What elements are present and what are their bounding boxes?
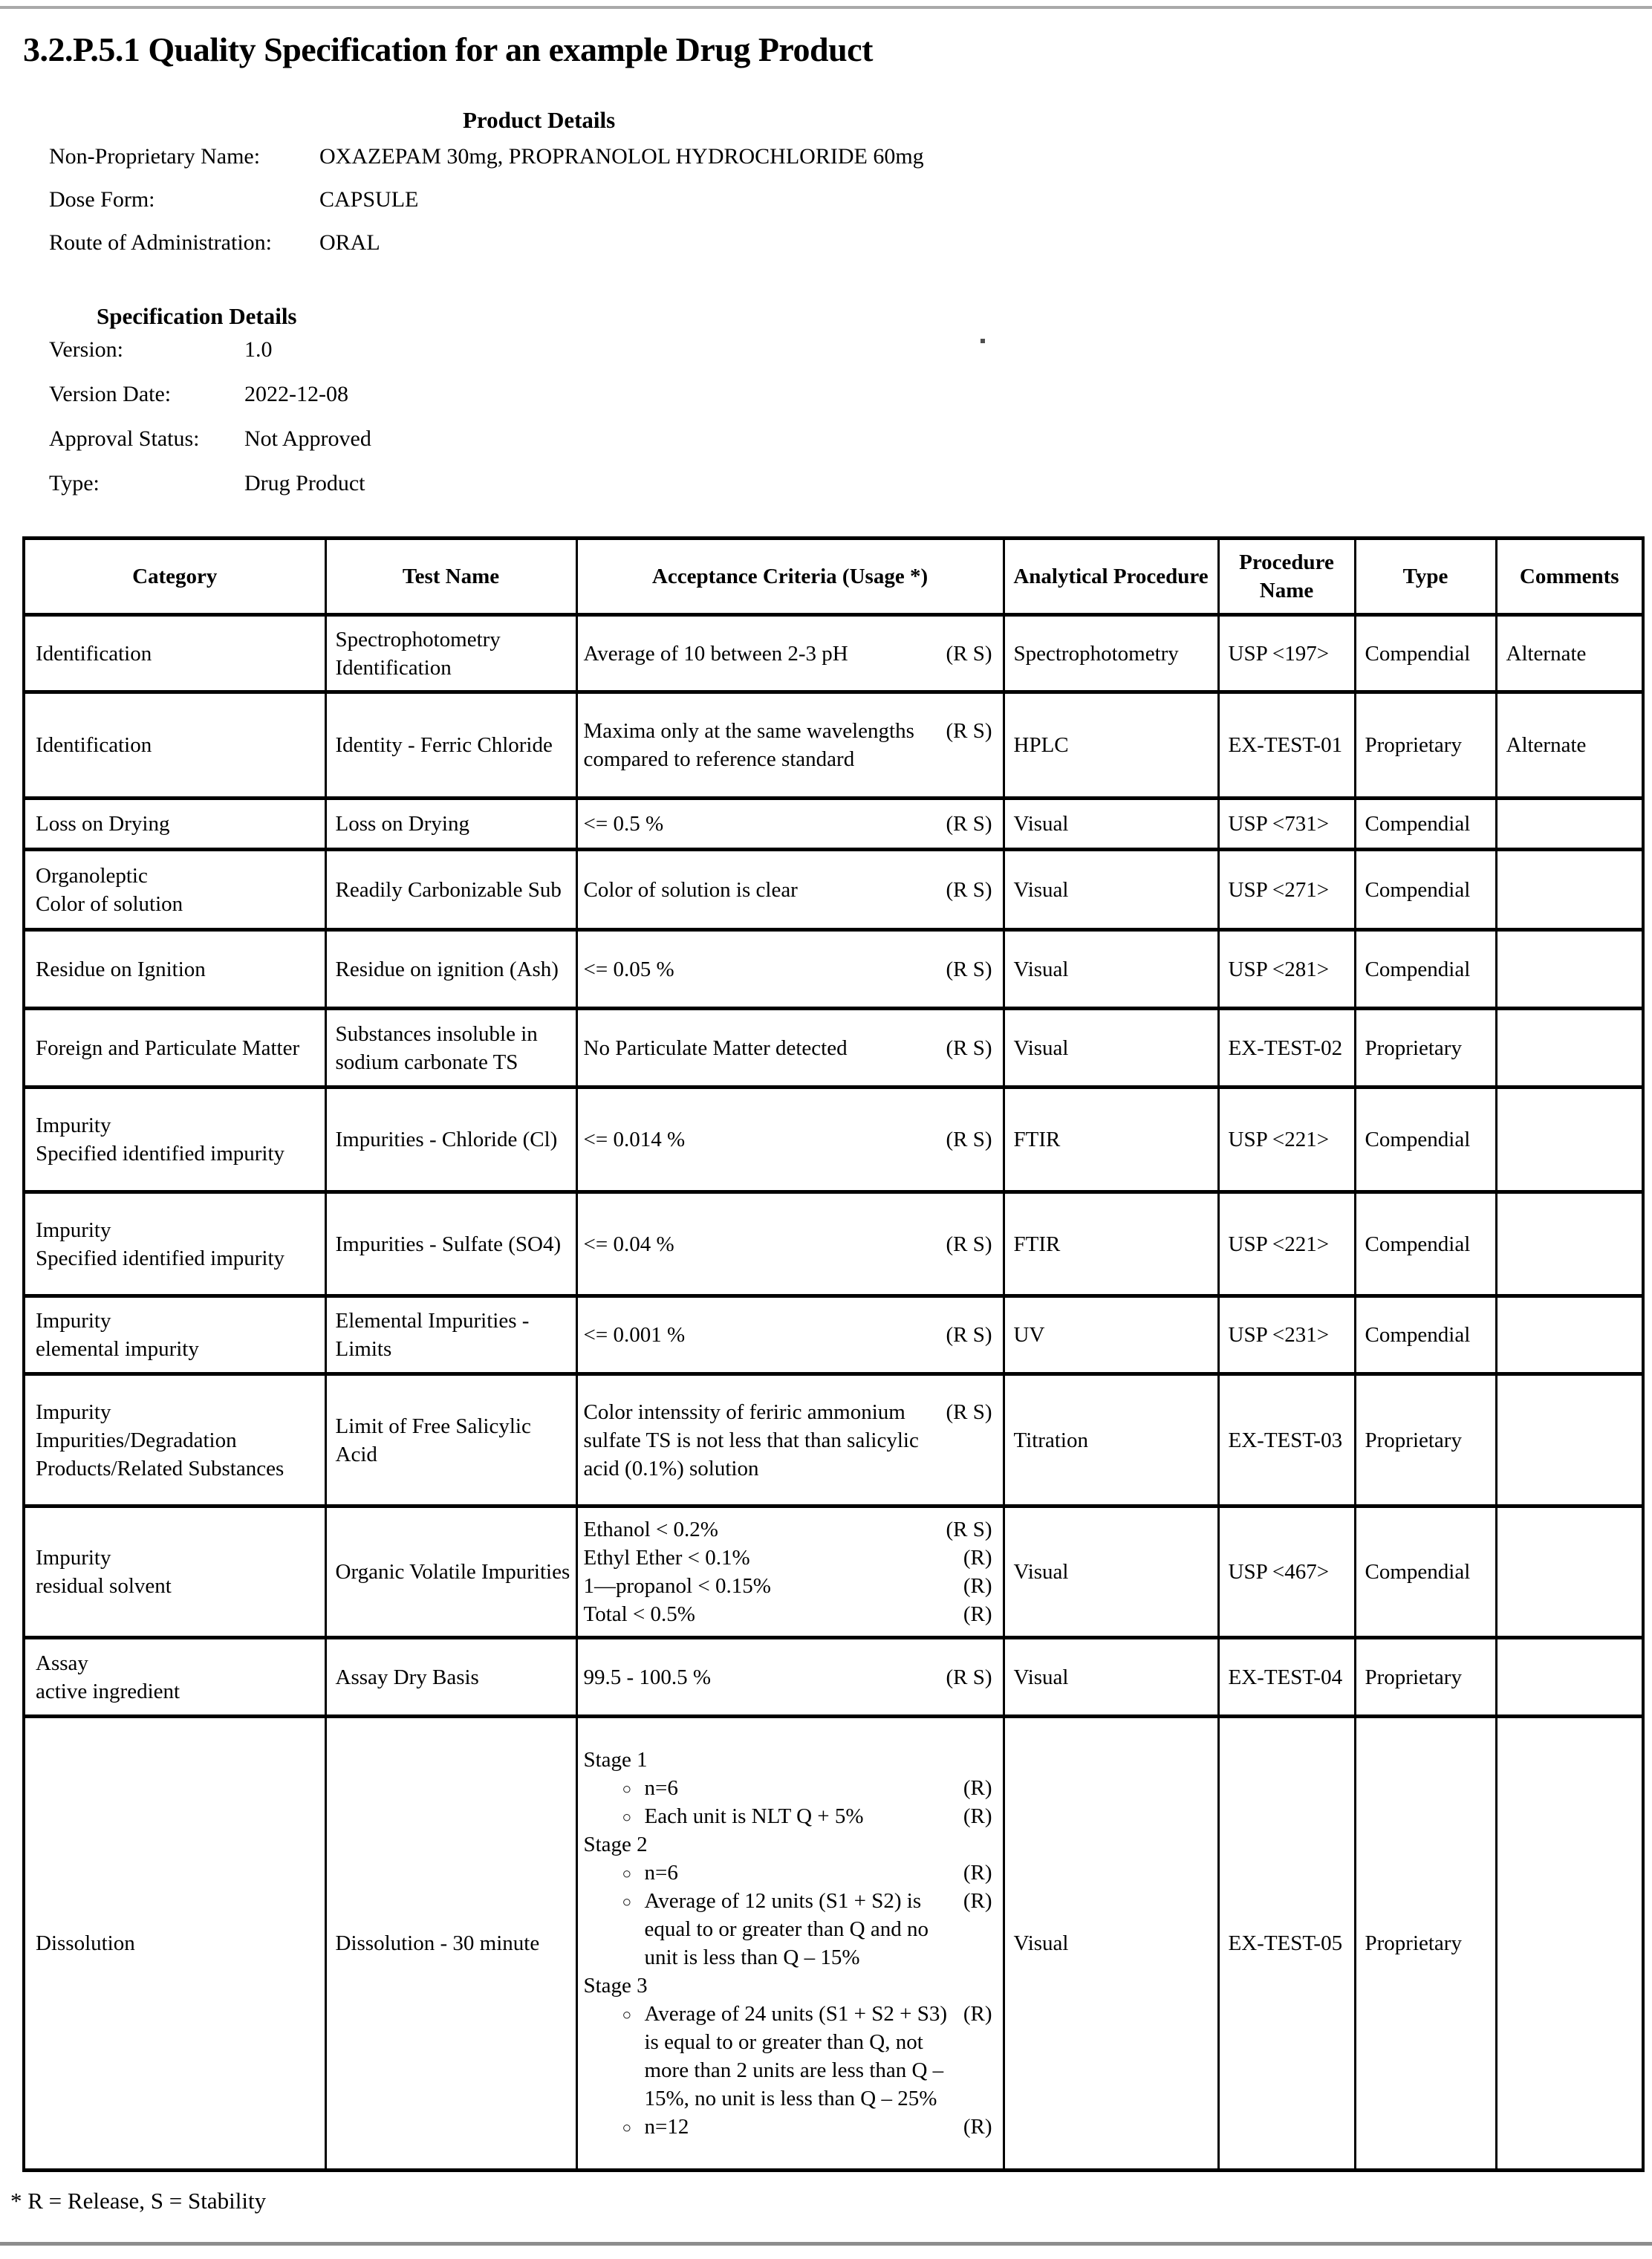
category-line: Color of solution	[36, 891, 183, 916]
cell-analytical-procedure: HPLC	[1004, 692, 1218, 799]
usage-tag: (R S)	[946, 877, 992, 902]
usage-tag: (R S)	[946, 812, 992, 836]
criteria-text: <= 0.04 %	[583, 1232, 674, 1256]
cell-test-name: Limit of Free Salicylic Acid	[325, 1374, 576, 1506]
criteria-text: Stage 1	[583, 1748, 648, 1772]
cell-category	[24, 1009, 325, 1088]
cell-analytical-procedure: FTIR	[1004, 1192, 1218, 1296]
cell-acceptance-criteria	[576, 1638, 1004, 1717]
field-label: Version:	[49, 337, 123, 362]
category-line: Impurity	[36, 1400, 111, 1424]
criteria-line	[584, 1321, 992, 1349]
usage-tag: (R)	[963, 1776, 992, 1800]
specification-table-wrap	[22, 536, 1642, 2172]
field-label: Approval Status:	[49, 426, 200, 451]
table-row	[24, 1192, 1643, 1296]
field-value: 1.0	[244, 337, 273, 362]
category-line: Specified identified impurity	[36, 1246, 285, 1270]
cell-comments	[1496, 930, 1643, 1009]
cell-comments: Alternate	[1496, 615, 1643, 692]
cell-category	[24, 930, 325, 1009]
field-label: Route of Administration:	[49, 230, 272, 255]
usage-footnote: * R = Release, S = Stability	[10, 2188, 267, 2214]
cell-type: Proprietary	[1355, 1717, 1496, 2171]
criteria-bullet-line	[584, 1887, 992, 1972]
cell-test-name: Loss on Drying	[325, 799, 576, 850]
criteria-text: 99.5 - 100.5 %	[583, 1665, 712, 1689]
criteria-text: Ethanol < 0.2%	[583, 1518, 718, 1541]
cell-procedure-name: USP <467>	[1218, 1506, 1355, 1638]
category-line: Identification	[36, 641, 152, 666]
cell-type: Proprietary	[1355, 1374, 1496, 1506]
cell-test-name: Elemental Impurities - Limits	[325, 1296, 576, 1374]
category-line: active ingredient	[36, 1679, 181, 1703]
cell-procedure-name: USP <221>	[1218, 1088, 1355, 1192]
criteria-line	[584, 1663, 992, 1691]
cell-type: Compendial	[1355, 799, 1496, 850]
cell-comments	[1496, 1088, 1643, 1192]
table-row	[24, 1009, 1643, 1088]
cell-analytical-procedure: FTIR	[1004, 1088, 1218, 1192]
cell-procedure-name: EX-TEST-03	[1218, 1374, 1355, 1506]
col-header-analytical-procedure: Analytical Procedure	[1004, 539, 1218, 615]
criteria-line	[584, 1230, 992, 1258]
cell-type: Proprietary	[1355, 1009, 1496, 1088]
cell-test-name: Assay Dry Basis	[325, 1638, 576, 1717]
cell-comments	[1496, 1638, 1643, 1717]
criteria-line	[584, 1600, 992, 1628]
cell-test-name: Identity - Ferric Chloride	[325, 692, 576, 799]
usage-tag: (R S)	[946, 1400, 992, 1424]
field-row	[49, 426, 1630, 470]
cell-procedure-name: EX-TEST-04	[1218, 1638, 1355, 1717]
criteria-text: No Particulate Matter detected	[583, 1036, 848, 1060]
bottom-divider	[0, 2242, 1652, 2246]
criteria-text: Color of solution is clear	[583, 877, 798, 902]
cell-comments	[1496, 1506, 1643, 1638]
cell-comments	[1496, 850, 1643, 930]
usage-tag: (R)	[963, 1602, 992, 1626]
usage-tag: (R S)	[946, 957, 992, 981]
criteria-line	[584, 1125, 992, 1154]
category-line: Identification	[36, 733, 152, 757]
category-line: Organoleptic	[36, 863, 148, 888]
cell-type: Compendial	[1355, 850, 1496, 930]
category-line: elemental impurity	[36, 1337, 199, 1361]
cell-test-name: Substances insoluble in sodium carbonate TS	[325, 1009, 576, 1088]
criteria-line	[584, 717, 992, 773]
specification-details-fields	[49, 337, 1630, 515]
specification-details-heading: Specification Details	[97, 303, 297, 329]
cell-acceptance-criteria	[576, 930, 1004, 1009]
usage-tag: (R S)	[946, 1665, 992, 1689]
cell-procedure-name: USP <271>	[1218, 850, 1355, 930]
criteria-text: ○ Each unit is NLT Q + 5%	[584, 1802, 959, 1830]
cell-category	[24, 850, 325, 930]
ink-speck-artifact	[981, 339, 985, 343]
cell-analytical-procedure: Titration	[1004, 1374, 1218, 1506]
cell-test-name: Spectrophotometry Identification	[325, 615, 576, 692]
criteria-text: <= 0.014 %	[583, 1128, 686, 1151]
cell-category	[24, 615, 325, 692]
field-value: 2022-12-08	[244, 382, 348, 406]
field-value: OXAZEPAM 30mg, PROPRANOLOL HYDROCHLORIDE 60mg	[319, 144, 924, 169]
cell-type: Compendial	[1355, 1296, 1496, 1374]
field-row	[49, 470, 1630, 515]
table-row	[24, 1374, 1643, 1506]
usage-tag: (R S)	[946, 1232, 992, 1256]
top-divider	[0, 6, 1652, 9]
col-header-category: Category	[24, 539, 325, 615]
criteria-line	[584, 1398, 992, 1483]
cell-test-name: Residue on ignition (Ash)	[325, 930, 576, 1009]
table-row	[24, 692, 1643, 799]
category-line: Impurity	[36, 1218, 111, 1242]
cell-test-name: Impurities - Chloride (Cl)	[325, 1088, 576, 1192]
cell-acceptance-criteria	[576, 799, 1004, 850]
cell-category	[24, 1088, 325, 1192]
cell-acceptance-criteria	[576, 1717, 1004, 2171]
cell-acceptance-criteria	[576, 1506, 1004, 1638]
table-row	[24, 799, 1643, 850]
cell-analytical-procedure: Visual	[1004, 930, 1218, 1009]
cell-analytical-procedure: Visual	[1004, 1009, 1218, 1088]
table-row	[24, 615, 1643, 692]
cell-type: Proprietary	[1355, 1638, 1496, 1717]
cell-test-name: Organic Volatile Impurities	[325, 1506, 576, 1638]
cell-analytical-procedure: Visual	[1004, 799, 1218, 850]
category-line: Impurities/Degradation Products/Related Substances	[36, 1428, 284, 1480]
cell-type: Compendial	[1355, 930, 1496, 1009]
category-line: Impurity	[36, 1114, 111, 1137]
field-row	[49, 186, 1630, 230]
field-row	[49, 230, 1630, 273]
cell-comments	[1496, 1296, 1643, 1374]
criteria-line	[584, 640, 992, 668]
col-header-test-name: Test Name	[325, 539, 576, 615]
table-row	[24, 1717, 1643, 2171]
cell-acceptance-criteria	[576, 1296, 1004, 1374]
cell-acceptance-criteria	[576, 1192, 1004, 1296]
field-row	[49, 337, 1630, 381]
criteria-text: Total < 0.5%	[583, 1602, 695, 1626]
criteria-line	[584, 810, 992, 838]
criteria-bullet-line	[584, 1774, 992, 1802]
usage-tag: (R)	[963, 1546, 992, 1570]
usage-tag: (R S)	[946, 1128, 992, 1151]
cell-analytical-procedure: Visual	[1004, 1506, 1218, 1638]
cell-acceptance-criteria	[576, 615, 1004, 692]
field-value: CAPSULE	[319, 187, 419, 212]
table-row	[24, 1088, 1643, 1192]
criteria-bullet-line	[584, 1859, 992, 1887]
cell-procedure-name: EX-TEST-02	[1218, 1009, 1355, 1088]
cell-category	[24, 1296, 325, 1374]
cell-category	[24, 1506, 325, 1638]
cell-type: Compendial	[1355, 1088, 1496, 1192]
col-header-type: Type	[1355, 539, 1496, 615]
cell-comments	[1496, 799, 1643, 850]
category-line: residual solvent	[36, 1574, 172, 1598]
usage-tag: (R S)	[946, 641, 992, 666]
criteria-text: Ethyl Ether < 0.1%	[583, 1546, 750, 1570]
table-header-row	[24, 539, 1643, 615]
field-value: Drug Product	[244, 471, 365, 495]
criteria-line	[584, 1830, 992, 1859]
category-line: Assay	[36, 1651, 88, 1675]
criteria-line	[584, 1544, 992, 1572]
cell-analytical-procedure: UV	[1004, 1296, 1218, 1374]
criteria-text: Stage 2	[583, 1833, 648, 1856]
cell-comments	[1496, 1192, 1643, 1296]
product-details-heading: Product Details	[463, 107, 616, 133]
table-row	[24, 850, 1643, 930]
criteria-line	[584, 1972, 992, 2000]
criteria-line	[584, 1515, 992, 1544]
usage-tag: (R)	[963, 1861, 992, 1885]
category-line: Impurity	[36, 1309, 111, 1333]
usage-tag: (R S)	[946, 1036, 992, 1060]
category-line: Specified identified impurity	[36, 1142, 285, 1166]
table-row	[24, 930, 1643, 1009]
criteria-text: <= 0.001 %	[583, 1323, 686, 1347]
col-header-procedure-name: Procedure Name	[1218, 539, 1355, 615]
criteria-line	[584, 1034, 992, 1062]
usage-tag: (R)	[963, 1574, 992, 1598]
criteria-line	[584, 876, 992, 904]
criteria-text: ○ Average of 24 units (S1 + S2 + S3) is equal to or greater than Q, not more than 2 units are less than Q – 15%, no unit is less than Q – 25%	[584, 2000, 959, 2113]
cell-procedure-name: USP <731>	[1218, 799, 1355, 850]
page-title: 3.2.P.5.1 Quality Specification for an example Drug Product	[23, 30, 873, 68]
cell-type: Compendial	[1355, 1506, 1496, 1638]
field-label: Non-Proprietary Name:	[49, 144, 261, 169]
field-label: Dose Form:	[49, 187, 155, 212]
category-line: Foreign and Particulate Matter	[36, 1036, 300, 1060]
field-value: Not Approved	[244, 426, 371, 451]
cell-comments	[1496, 1009, 1643, 1088]
criteria-text: ○ n=6	[584, 1774, 959, 1802]
cell-test-name: Readily Carbonizable Sub	[325, 850, 576, 930]
cell-type: Proprietary	[1355, 692, 1496, 799]
usage-tag: (R)	[963, 1889, 992, 1913]
usage-tag: (R S)	[946, 1518, 992, 1541]
criteria-text: Maxima only at the same wavelengths compared to reference standard	[583, 719, 914, 771]
category-line: Residue on Ignition	[36, 957, 206, 981]
specification-table	[22, 536, 1645, 2172]
cell-category	[24, 1638, 325, 1717]
criteria-bullet-line	[584, 2000, 992, 2113]
table-row	[24, 1638, 1643, 1717]
criteria-text: Stage 3	[583, 1974, 648, 1998]
cell-analytical-procedure: Visual	[1004, 850, 1218, 930]
field-row	[49, 143, 1630, 186]
cell-analytical-procedure: Visual	[1004, 1638, 1218, 1717]
cell-acceptance-criteria	[576, 692, 1004, 799]
cell-procedure-name: USP <221>	[1218, 1192, 1355, 1296]
criteria-text: Average of 10 between 2-3 pH	[583, 641, 848, 666]
cell-category	[24, 1717, 325, 2171]
criteria-line	[584, 1572, 992, 1600]
cell-acceptance-criteria	[576, 1009, 1004, 1088]
cell-category	[24, 1192, 325, 1296]
criteria-text: <= 0.05 %	[583, 957, 674, 981]
field-value: ORAL	[319, 230, 380, 255]
criteria-line	[584, 1746, 992, 1774]
cell-procedure-name: EX-TEST-01	[1218, 692, 1355, 799]
criteria-bullet-line	[584, 2113, 992, 2141]
table-row	[24, 1506, 1643, 1638]
cell-category	[24, 692, 325, 799]
cell-test-name: Dissolution - 30 minute	[325, 1717, 576, 2171]
cell-category	[24, 799, 325, 850]
cell-analytical-procedure: Visual	[1004, 1717, 1218, 2171]
criteria-text: ○ n=12	[584, 2113, 959, 2141]
category-line: Dissolution	[36, 1931, 135, 1955]
cell-acceptance-criteria	[576, 850, 1004, 930]
cell-acceptance-criteria	[576, 1088, 1004, 1192]
cell-comments: Alternate	[1496, 692, 1643, 799]
cell-test-name: Impurities - Sulfate (SO4)	[325, 1192, 576, 1296]
category-line: Impurity	[36, 1546, 111, 1570]
product-details-fields	[49, 143, 1630, 273]
col-header-acceptance-criteria: Acceptance Criteria (Usage *)	[576, 539, 1004, 615]
cell-comments	[1496, 1717, 1643, 2171]
cell-category	[24, 1374, 325, 1506]
usage-tag: (R S)	[946, 719, 992, 743]
cell-procedure-name: EX-TEST-05	[1218, 1717, 1355, 2171]
usage-tag: (R S)	[946, 1323, 992, 1347]
usage-tag: (R)	[963, 1804, 992, 1828]
cell-analytical-procedure: Spectrophotometry	[1004, 615, 1218, 692]
category-line: Loss on Drying	[36, 812, 170, 836]
cell-comments	[1496, 1374, 1643, 1506]
field-label: Version Date:	[49, 382, 172, 406]
usage-tag: (R)	[963, 2002, 992, 2026]
cell-type: Compendial	[1355, 615, 1496, 692]
field-row	[49, 381, 1630, 426]
usage-tag: (R)	[963, 2115, 992, 2139]
criteria-text: ○ Average of 12 units (S1 + S2) is equal to or greater than Q and no unit is less than Q – 15%	[584, 1887, 959, 1972]
cell-procedure-name: USP <197>	[1218, 615, 1355, 692]
cell-type: Compendial	[1355, 1192, 1496, 1296]
criteria-line	[584, 955, 992, 984]
field-label: Type:	[49, 471, 100, 495]
col-header-comments: Comments	[1496, 539, 1643, 615]
cell-acceptance-criteria	[576, 1374, 1004, 1506]
criteria-text: ○ n=6	[584, 1859, 959, 1887]
table-row	[24, 1296, 1643, 1374]
cell-procedure-name: USP <281>	[1218, 930, 1355, 1009]
cell-procedure-name: USP <231>	[1218, 1296, 1355, 1374]
criteria-text: <= 0.5 %	[583, 812, 664, 836]
criteria-text: 1—propanol < 0.15%	[583, 1574, 771, 1598]
criteria-bullet-line	[584, 1802, 992, 1830]
criteria-text: Color intenssity of feriric ammonium sulfate TS is not less that than salicylic acid (0.1%) solution	[583, 1400, 919, 1480]
